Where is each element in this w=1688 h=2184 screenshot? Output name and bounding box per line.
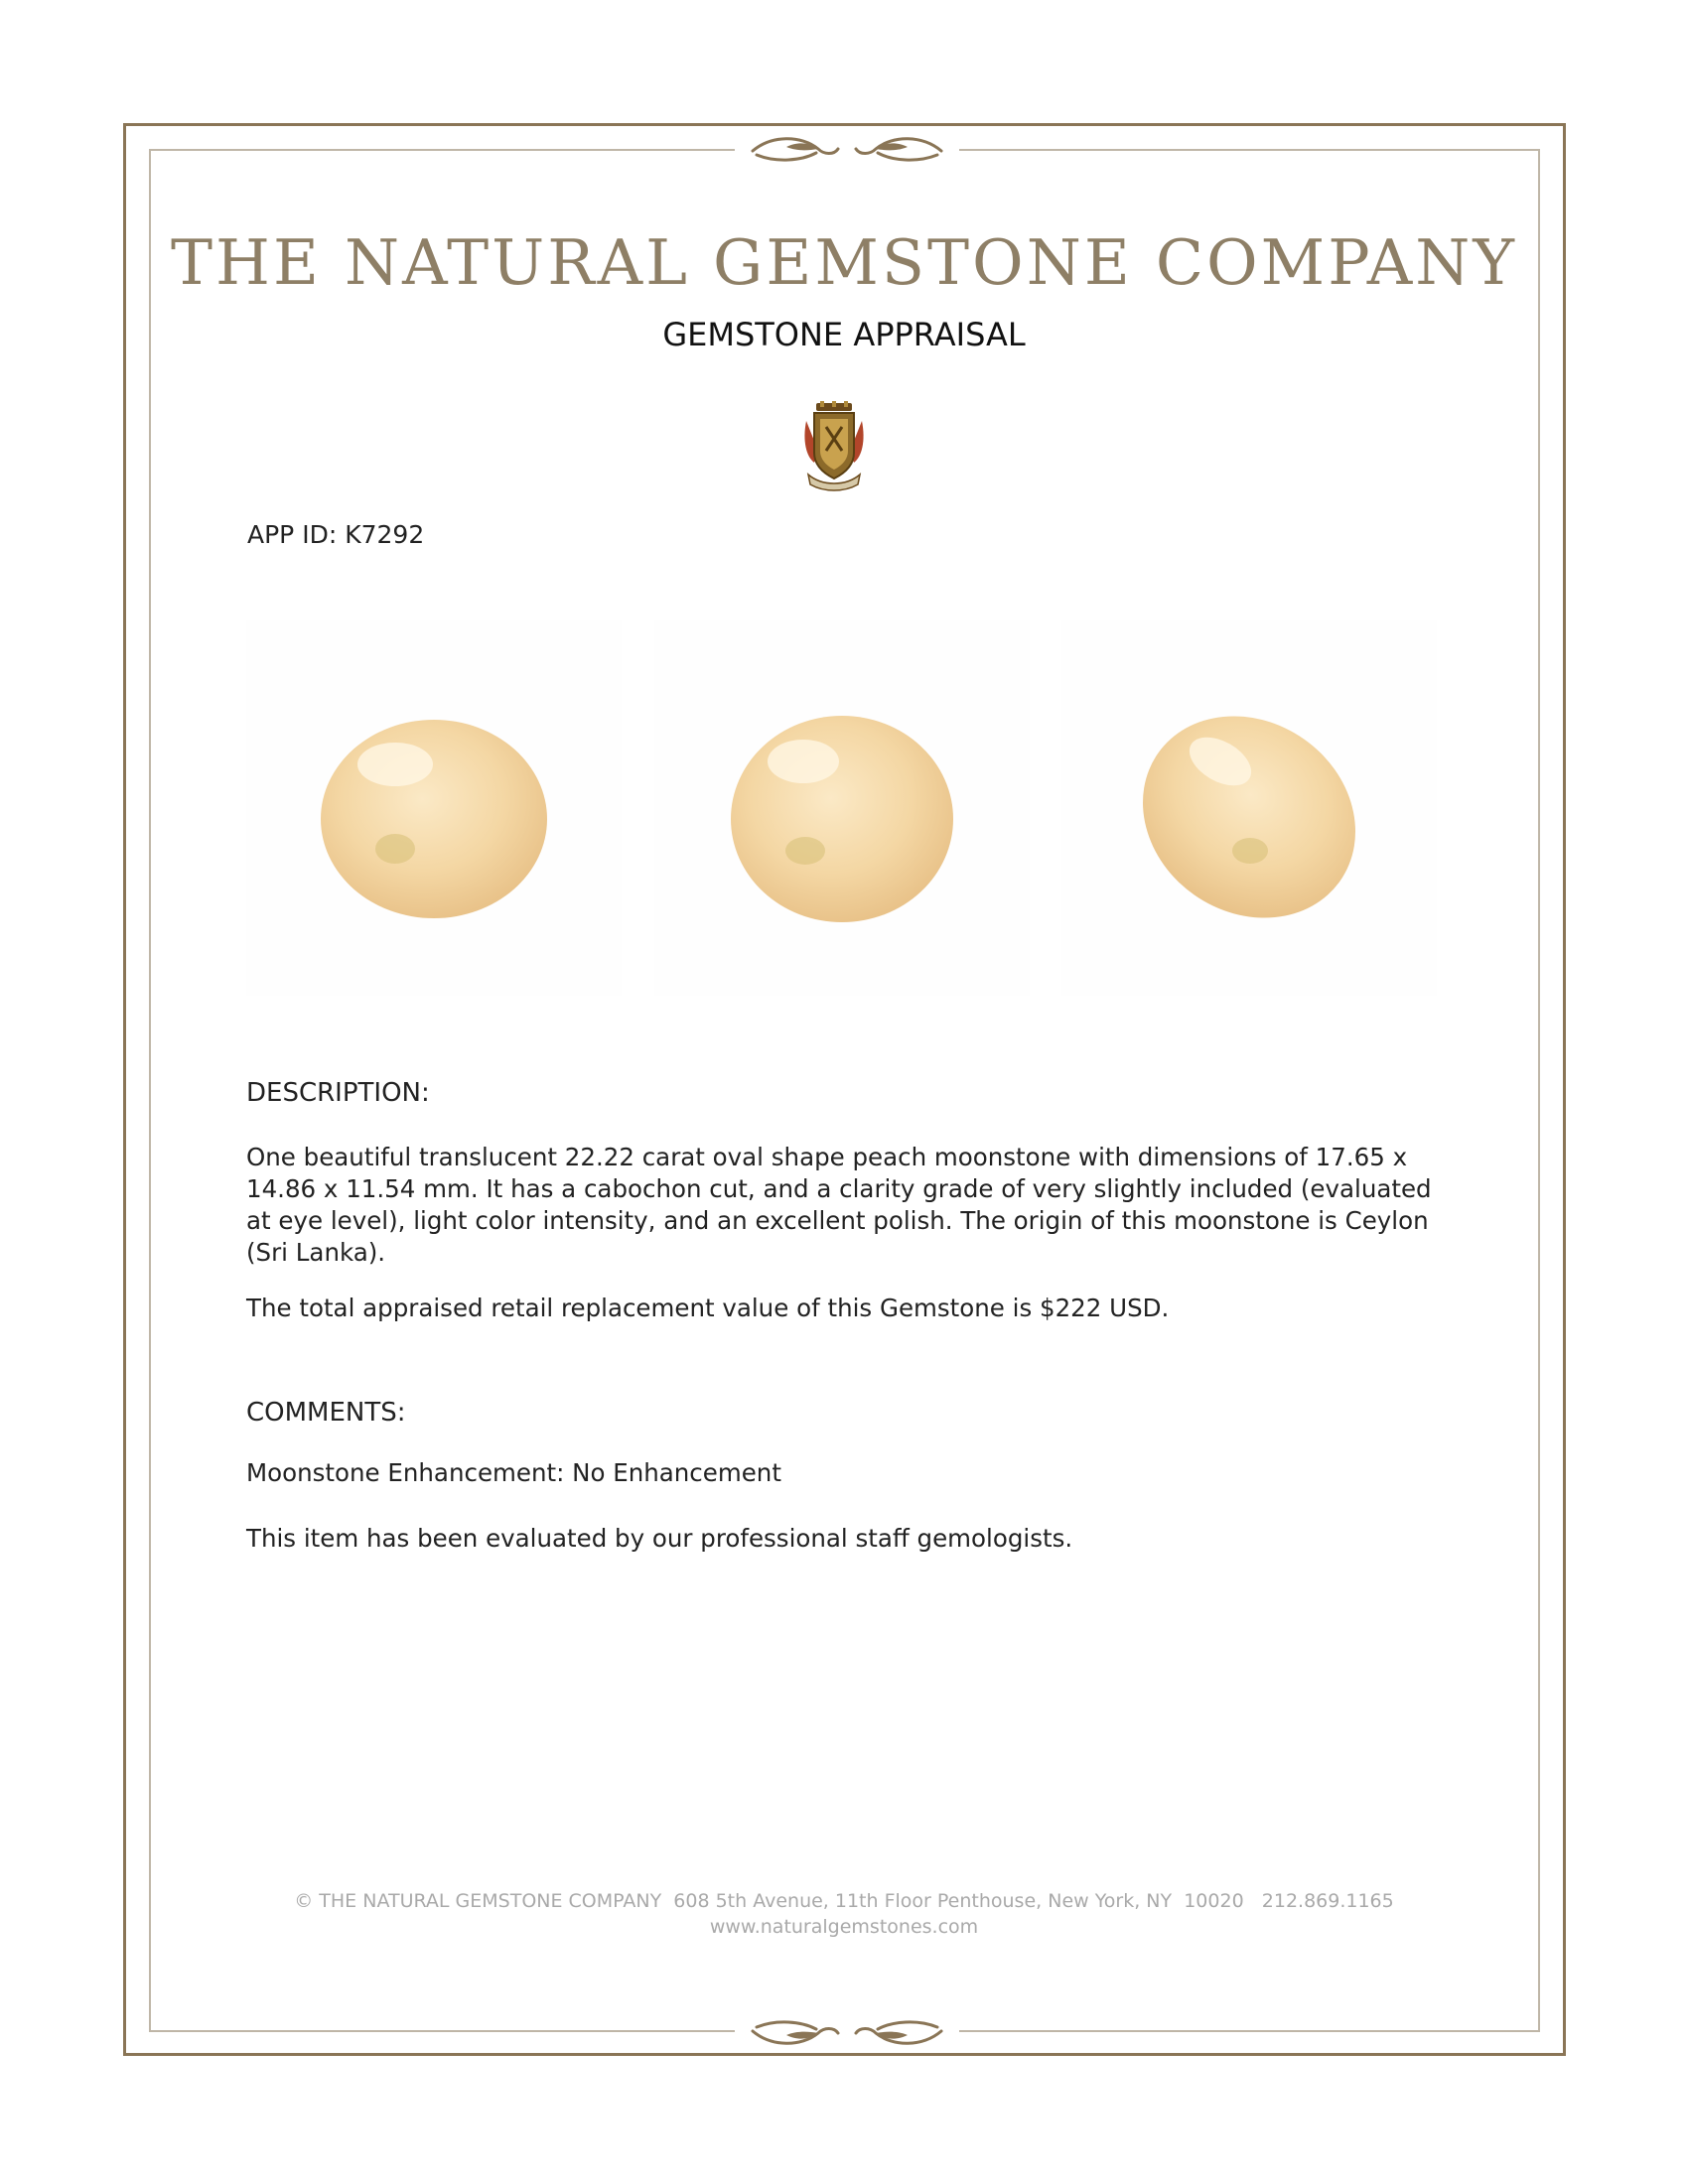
inner-frame-bottom-left [149,2030,735,2032]
inner-frame-bottom-right [959,2030,1540,2032]
comments-heading: COMMENTS: [246,1398,406,1428]
app-id-label: APP ID: [247,520,338,549]
bottom-ornament-icon [747,2011,947,2053]
company-crest-logo [802,401,866,492]
moonstone-photo-front [246,620,622,996]
inner-frame-top-right [959,149,1540,151]
enhancement-note: Moonstone Enhancement: No Enhancement [246,1458,781,1487]
description-text: One beautiful translucent 22.22 carat oval shape peach moonstone with dimensions of 17.65 x 14.86 x 11.54 mm. It has a cabochon cut, and a clarity grade of very slightly included (evaluated at eye level), light color intensity, and an excellent polish. The origin of this moonstone is Ceylon (Sri Lanka). [246,1143,1432,1267]
inner-frame-left [149,149,151,2032]
moonstone-photo-side [1061,620,1437,996]
inner-frame-top-left [149,149,735,151]
footer-website[interactable]: www.naturalgemstones.com [709,1916,979,1938]
evaluation-note: This item has been evaluated by our professional staff gemologists. [246,1524,1073,1553]
company-name: THE NATURAL GEMSTONE COMPANY [170,226,1518,299]
footer-address: © THE NATURAL GEMSTONE COMPANY 608 5th Avenue, 11th Floor Penthouse, New York, NY 10020 212.869.1165 [294,1890,1394,1912]
app-id-value: K7292 [345,520,425,549]
app-id [247,520,424,549]
top-ornament-icon [747,129,947,171]
document-title: GEMSTONE APPRAISAL [662,316,1026,353]
inner-frame-right [1538,149,1540,2032]
moonstone-photo-angle [654,620,1030,996]
appraised-value: The total appraised retail replacement value of this Gemstone is $222 USD. [246,1294,1170,1322]
description-heading: DESCRIPTION: [246,1078,430,1108]
